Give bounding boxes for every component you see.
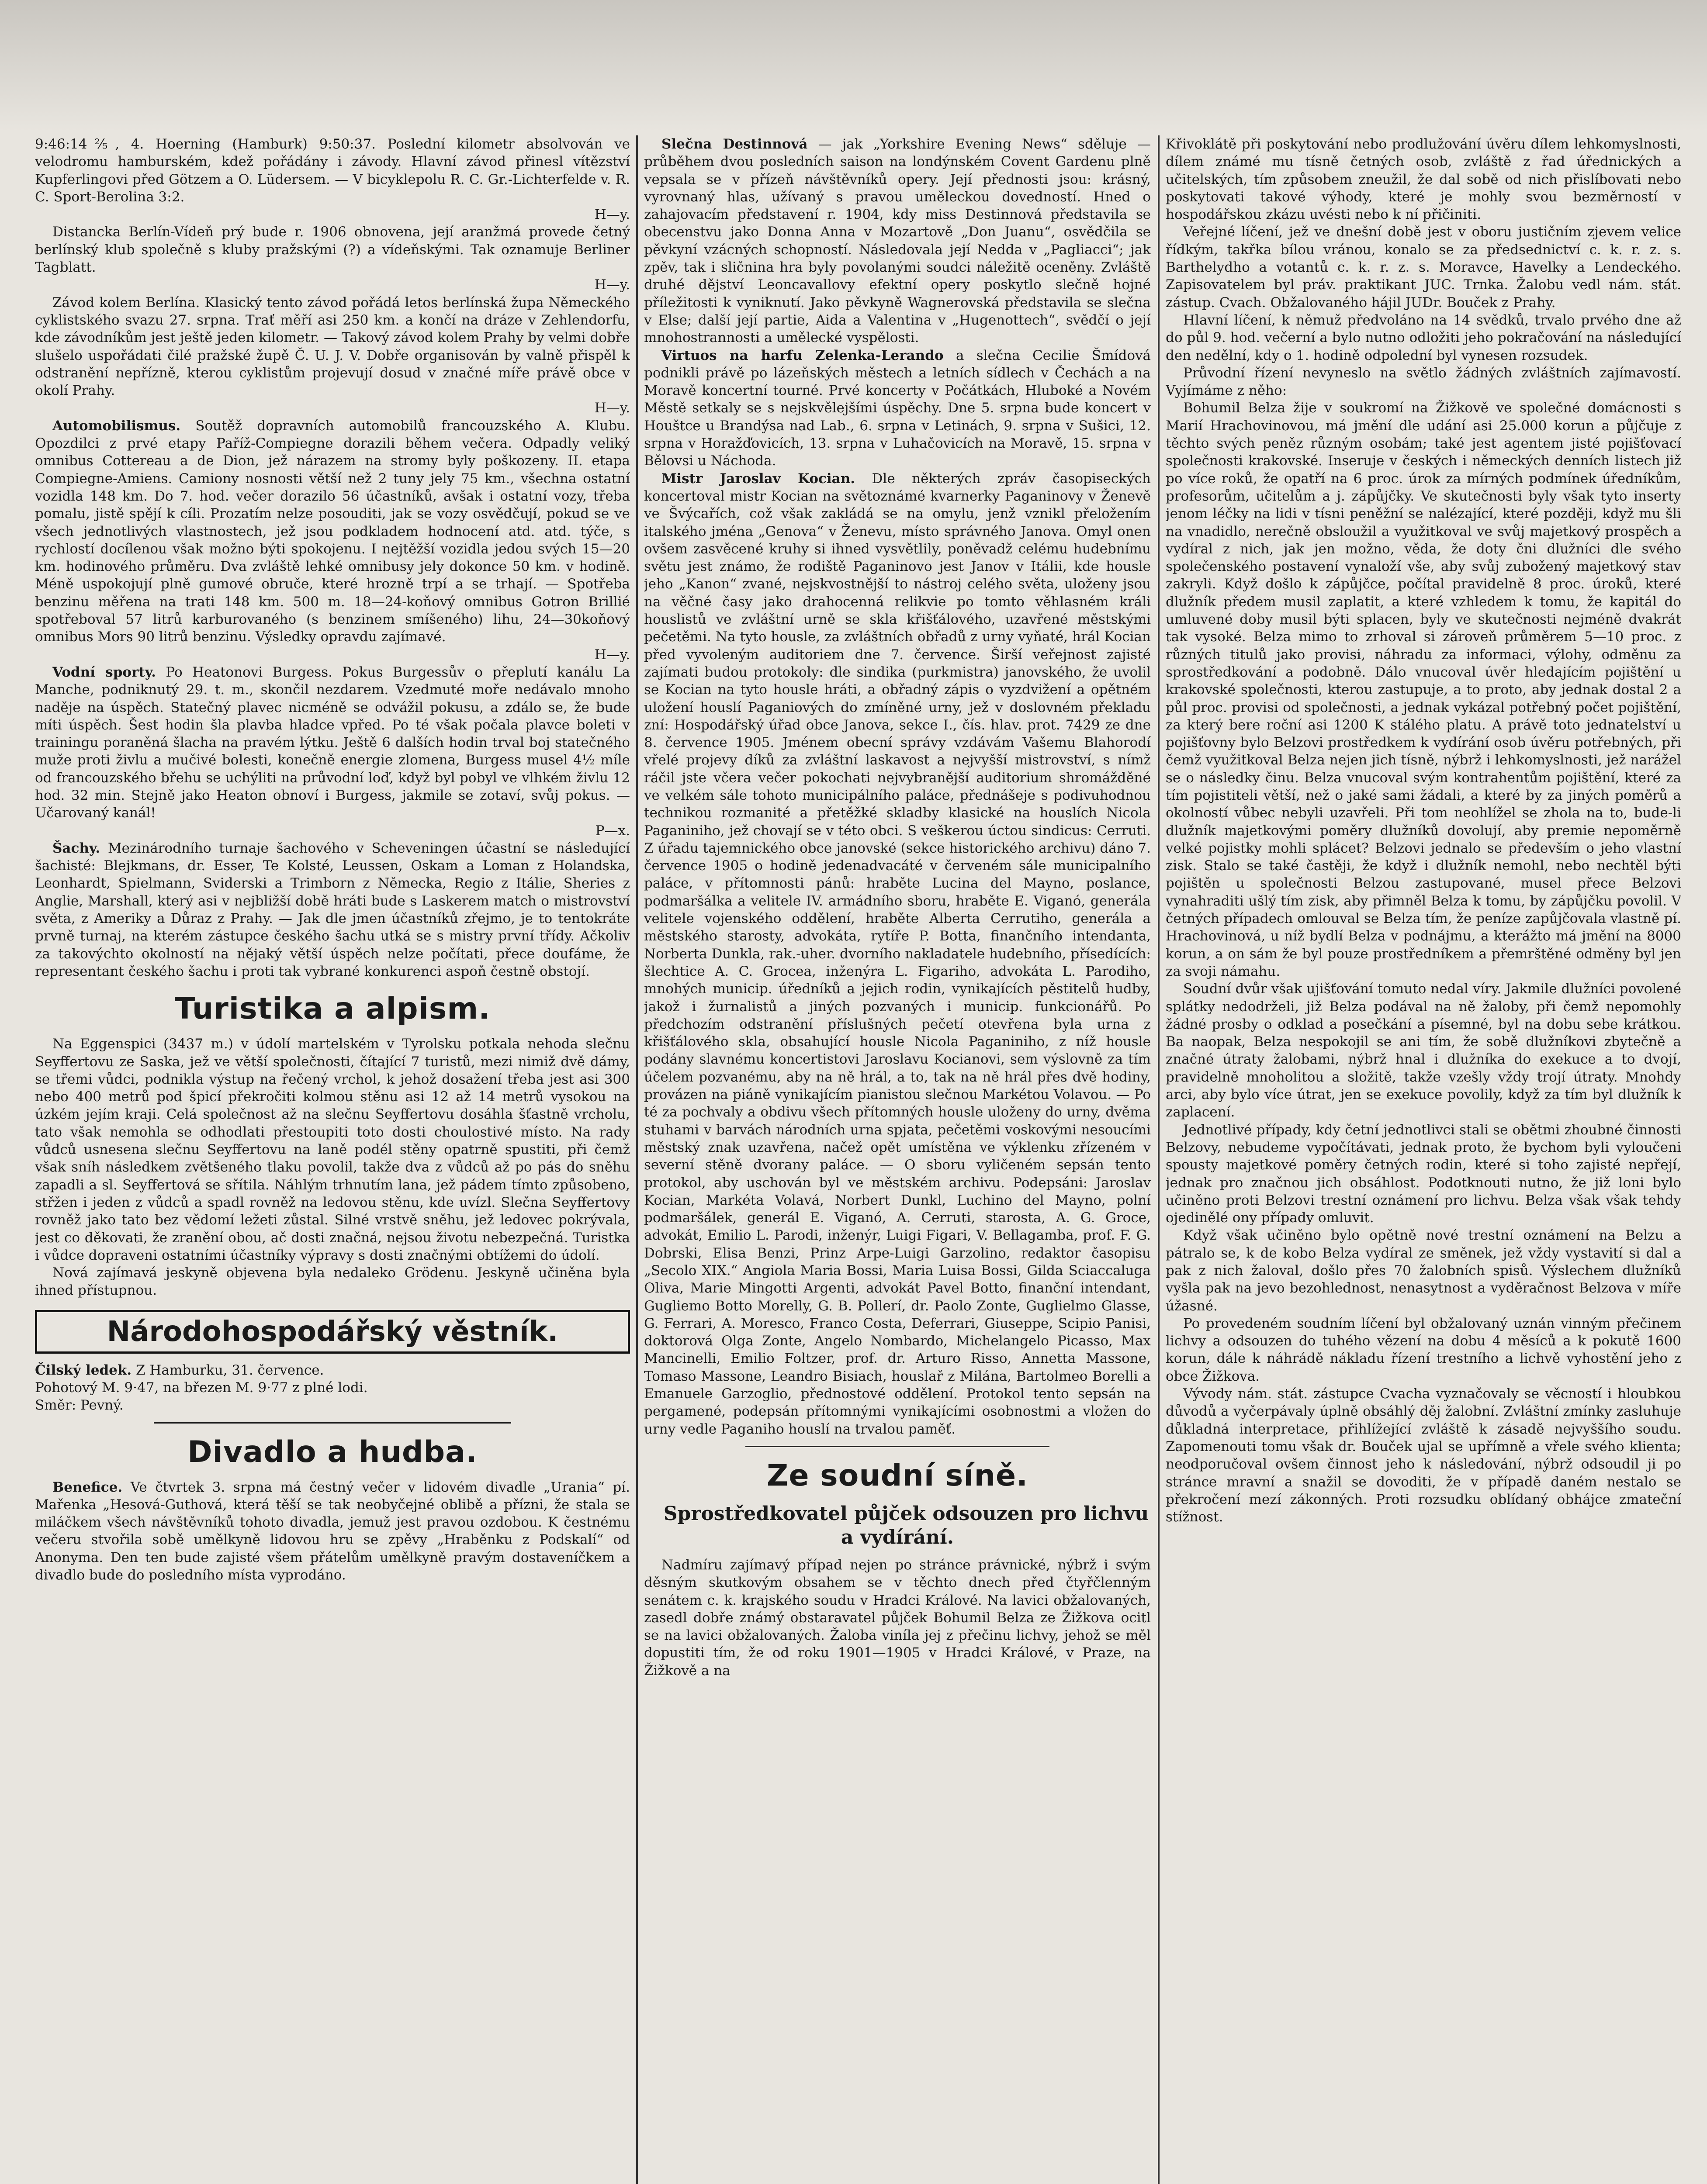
article-body: Mezinárodního turnaje šachového v Scheveningen účastní se následující šachisté: Blejkmans, dr. Esser, Te Kolsté, Leussen, Oskam a Loman z Holandska, Leonhardt, Spielmann, Sviderski a Trimborn z Německa, Regio z Itálie, Sheries z Anglie, Marshall, který asi v nejbližší době hráti bude s Laskerem match o mistrovství světa, z Ameriky a Důraz z Prahy. — Jak dle jmen účastníků zřejmo, je to tentokráte prvně turnaj, na kterém zástupce českého šachu utká se s mistry první třídy. Ačkoliv za takovýchto okolností na nějaký větší úspěch nelze počítati, přece doufáme, že representant českého šachu i proti tak vybrané konkurenci aspoň čestně obstojí. (35, 840, 630, 979)
column-2 (644, 135, 1151, 2184)
vodni-sporty-article (35, 663, 630, 822)
court-text: Bohumil Belza žije v soukromí na Žižkově ve společné domácnosti s Marií Hrachovinovou, má jmění dle udání asi 25.000 korun a půjčuje z těchto svých peněz různým osobám; také jest agentem jisté pojišťovací společnosti krakovské. Inseruje v českých i německých denních listech již po více roků, že opatří na 6 proc. úrok za mírných podmínek úředníkům, profesorům, učitelům a j. zápůjčky. Ve skutečnosti byly však tyto inserty jenom léčky na lidi v tísni peněžní se nalézající, které později, když mu šli na vnadidlo, nerečně obsloužil a využitkoval ve svůj majetkový prospěch a vydíral z nich, jak jen možno, věda, že doty čni dlužníci dle svého společenského postavení vynaloží vše, aby svůj zubožený majetkový stav zakryli. Když došlo k zápůjčce, počítal pravidelně 8 proc. úroků, které dlužník předem musil zaplatit, a které vzhledem k tomu, že kapitál do umluvené doby musil býti splacen, byly ve skutečnosti nejméně dvakrát tak vysoké. Belza mimo to zrhoval si zároveň průměrem 5—10 proc. z různých titulů jako provisi, náhradu za informaci, výlohy, odměnu za sprostředkování a podobně. Dálo vnucoval úvěr hledajícím pojištění u krakovské společnosti, kterou zastupuje, a to proto, aby jednak dostal 2 a půl proc. provisi od společnosti, a jednak vykázal potřebný počet pojištění, za který bere roční asi 1200 K stálého platu. A právě toto jednatelství u pojišťovny bylo Belzovi prostředkem k vydírání osob úvěru potřebných, při čemž využitkoval Belza nejen jich tísně, nýbrž i lehkomyslnosti, jež narážel se o následky činu. Belza vnucoval svým kontrahentům pojištění, které za tím pojistiteli větší, než o jaké sami žádali, a které by za jiných poměrů a okolností vůbec nebyli uzavřeli. Při tom neohlížel se zhola na to, bude-li dlužník majetkovými poměry dlužníků dovolují, aby premie nepoměrně velké pojistky mohli splácet? Belzovi jednalo se především o jeho vlastní zisk. Stalo se také častěji, že když i dlužník nemohl, nebo nechtěl býti pojištěn u společnosti Belzou zastupované, musel přece Belzovi vynahraditi ušlý tím zisk, aby přimněl Belza k tomu, by zápůjčku povolil. V četných případech omlouval se Belza tím, že peníze zapůjčovala vlastně pí. Hrachovinová, u níž bydlí Belza v podnájmu, a kterážto má jmění na 8000 korun, a on sám že byl pouze prostředníkem a přemrštěné odměny byl jen za svoji námahu. (1166, 400, 1681, 979)
page-top-edge (0, 0, 1707, 131)
article-lead: Virtuos na harfu Zelenka-Lerando (661, 347, 944, 363)
article-body: Soutěž dopravních automobilů francouzského A. Klubu. Opozdilci z prvé etapy Paříž-Compiegne dorazili během večera. Odpadly veliký omnibus Cottereau a de Dion, jež nárazem na stromy byly poškozeny. II. etapa Compiegne-Amiens. Camiony nosnosti větší než 2 tuny jely 75 km., všechna ostatní vozidla 148 km. Do 7. hod. večer dorazilo 56 účastníků, avšak i ostatní vozy, třeba pomalu, jistě spějí k cíli. Prozatím nelze posouditi, jak se vozy osvědčují, pokud se ve všech jednotlivých vlastnostech, jež jsou podkladem hodnocení atd. atd. týče, s rychlostí docílenou však možno býti spokojenu. I nejtěžší vozidla jedou svých 15—20 km. hodinového průměru. Dva zvláště lehké omnibusy jely dokonce 50 km. v hodině. Méně uspokojují plně gumové obruče, které hrozně trpí a se trhají. — Spotřeba benzinu měřena na trati 148 km. 500 m. 18—24-koňový omnibus Gotron Brillié spotřeboval 57 litrů karburovaného (s benzinem smíšeného) lihu, 24—30koňový omnibus Mors 90 litrů benzinu. Výsledky opravdu zajímavé. (35, 418, 630, 645)
signature: H—y. (594, 207, 630, 223)
divider (154, 1422, 511, 1424)
article-body: Dle některých zpráv časopiseckých koncertoval mistr Kocian na světoznámé kvarnerky Paganinovy v Ženevě ve Švýcařích, což však zakládá se na omylu, jenž vznikl přeložením italského jména „Genova“ v Ženevu, místo správného Janova. Omyl onen ovšem zasvěcené kruhy si ihned vysvětlily, poněvadž celému hudebnímu světu jest známo, že rodiště Paganinovo jest Janov v Itálii, kde housle jeho „Kanon“ zvané, nejskvostnější to nástroj celého světa, uloženy jsou na věčné časy jako drahocenná relikvie po tomto věhlasném králi houslistů ve zvláštní urně se skla křišťálového, uzavřené městskými pečetěmi. Na tyto housle, za zvláštních obřadů z urny vyňaté, hrál Kocian před vyvoleným auditoriem dne 7. července. Širší veřejnost zajisté zajímati budou protokoly: dle sindika (purkmistra) janovského, že uvolil se Kocian na tyto housle hráti, a obřadný zápis o vyzdvižení a opětném uložení houslí Paganiových do zmíněné urny, jež v doslovném překladu zní: Hospodářský úřad obce Janova, sekce I., čís. hlav. prot. 7429 ze dne 8. července 1905. Jménem obecní správy vzdávám Vašemu Blahorodí vřelé projevy díků za zvláštní laskavost a nejvyšší mistrovství, s nímž ráčil jste včera večer pokochati nejvybranější auditorium shromážděné ve velkém sále tohoto municipálního paláce, přednášeje s podivuhodnou technikou rozmanité a přetěžké skladby klasické na houslích Nicola Paganiniho, jež chovají se v této obci. S veškerou úctou sindicus: Cerruti. Z úřadu tajemnického obce janovské (sekce historického archivu) dáno 7. července 1905 o hodině jedenadvacáté v červeném sále municipalního paláce, v přítomnosti pánů: hraběte Lucina del Mayno, poslance, podmaršálka a velitele IV. armádního sboru, hraběte E. Viganó, generála velitele vojenského oddělení, hraběte Alberta Cerrutiho, generála a městského starosty, advokáta, rytíře P. Botta, finančního intendanta, Norberta Dunkla, rak.-uher. dvorního nakladatele hudebního, přísedících: šlechtice A. C. Grocea, inženýra L. Figariho, advokáta L. Parodiho, mnohých municip. úředníků a jejich rodin, vynikajících pěstitelů hudby, jakož i žurnalistů a jiných pozvaných i municip. funkcionářů. Po předchozím odstranění příslušných pečetí otevřena byla urna z křišťálového skla, obsahující housle Nicola Paganiniho, z níž housle podány slavnému koncertistovi Jaroslavu Kocianovi, sem výslovně za tím účelem pozvanému, aby na ně hrál, a to, tak na ně hrál přes dvě hodiny, provázen na piáně vynikajícím pianistou slečnou Markétou Volavou. — Po té za pochvaly a obdivu všech přítomných housle uloženy do urny, dvěma stuhami v barvách národních urna spjata, pečetěmi voskovými nesoucími městský znak uzavřena, načež opět umístěna ve výklenku zřízeném v severní stěně dvorany paláce. — O sboru vyličeném sepsán tento protokol, aby uschován byl ve městském archivu. Podepsáni: Jaroslav Kocian, Markéta Volavá, Norbert Dunkl, Luchino del Mayno, polní podmaršálek, generál E. Viganó, A. Cerruti, starosta, A. G. Groce, advokát, Emilio L. Parodi, inženýr, Luigi Figari, V. Bellagamba, prof. F. G. Dobrski, Elisa Benzi, Prinz Arpe-Luigi Garzolino, redaktor časopisu „Secolo XIX.“ Angiola Maria Bossi, Maria Luisa Bossi, Gilda Sciaccaluga Oliva, Marie Mingotti Argenti, advokát Pavel Botto, finanční intendant, Gugliemo Botto Morelly, G. B. Pollerí, dr. Paolo Zonte, Guglielmo Glasse, G. Ferrari, A. Moresco, Franco Costa, Deferrari, Giuseppe, Scipio Panisi, doktorová Olga Zonte, Angelo Nombardo, Michelangelo Picasso, Max Mancinelli, Emilio Foltzer, prof. dr. Arturo Risso, Annetta Massone, Tomaso Massone, Leandro Bisiach, houslař z Milána, Bartolmeo Borelli a Emanuele Garzoglio, přednostové oddělení. Protokol tento sepsán na pergamené, podepsán přítomnými vynikajícími osobnostmi a vložen do urny vedle Paganiho houslí na trvalou paměť. (644, 470, 1151, 1437)
kocian-article (644, 470, 1151, 1438)
article-body: Po Heatonovi Burgess. Pokus Burgessův o přeplutí kanálu La Manche, podniknutý 29. t. m., skončil nezdarem. Vzedmuté moře nedávalo mnoho naděje na úspěch. Statečný plavec nicméně se odvážil pokusu, a zdálo se, že bude míti úspěch. Šest hodin šla plavba hladce vpřed. Po té však počala plavce boleti v trainingu poraněná šlacha na pravém lýtku. Ještě 6 dalších hodin trval boj statečného muže proti živlu a mučivé bolesti, konečně energie zlomena, Burgess musel 4½ míle od francouzského břehu se uchýliti na průvodní loď, když byl pobyl ve vlhkém živlu 12 hod. 32 min. Stejně jako Heaton obnoví i Burgess, jakmile se zotaví, svůj pokus. — Učarovaný kanál! (35, 664, 630, 821)
signature: P—x. (595, 822, 630, 839)
signature: H—y. (594, 277, 630, 293)
article-lead: Slečna Destinnová (661, 136, 808, 152)
signature: H—y. (594, 400, 630, 416)
price-label: na březen M. (163, 1380, 254, 1396)
column-rule-1 (636, 135, 638, 2184)
article-lead: Šachy. (52, 840, 100, 856)
zavod-text: Závod kolem Berlína. Klasický tento závod pořádá letos berlínská župa Německého cyklistského svazu 27. srpna. Trať měří asi 250 km. a končí na dráze v Zehlendorfu, kde závodníkům jest ještě jeden kilometr. — Takový závod kolem Prahy by velmi dobře slušelo uspořádati čilé pražské župě Č. U. J. V. Dobře organisován by valně přispěl k odstranění nepřízně, kterou cyklistům projevují dosud v značné míře právě obce v okolí Prahy. (35, 294, 630, 399)
section-title-turistika: Turistika a alpism. (174, 992, 491, 1026)
court-text: Průvodní řízení nevyneslo na světlo žádných zvláštních zajímavostí. Vyjímáme z něho: (1166, 365, 1681, 399)
court-text: Vývody nám. stát. zástupce Cvacha vyznačovaly se věcností i hloubkou důvodů a vyčerpávaly úplně obsáhlý děj žalobní. Zvláštní zmínky zasluhuje důkladná interpretace, přihlížející zvláště k zásadě nejvyššího soudu. Zapomenouti tomu však dr. Bouček ujal se upřímně a vřele svého klienta; neodporučoval ovšem činnost jeho k následování, nýbrž odsoudil ji po stránce mravní a snažil se dovoditi, že v případě daném nestalo se překročení mezí zákonných. Proti rozsudku oblídaný obhájce zmateční stížnost. (1166, 1386, 1681, 1525)
article-lead: Mistr Jaroslav Kocian. (661, 470, 855, 487)
article-lead: Automobilismus. (52, 418, 181, 434)
price-line (35, 1379, 630, 1396)
soud-text: Nadmíru zajímavý případ nejen po stránce právnické, nýbrž i svým děsným skutkovým obsahem se v těchto dnech před čtyřčlenným senátem c. k. krajského soudu v Hradci Králové. Na lavici obžalovaných, zasedl dobře známý obstaravatel půjček Bohumil Belza ze Žižkova ocitl se na lavici obžalovaných. Žaloba viníla jej z přečinu lichvy, jehož se měl dopustiti tím, že od roku 1901—1905 v Hradci Králové, v Praze, na Žižkově a na (644, 1557, 1151, 1679)
benefice-article (35, 1479, 630, 1584)
turistika-text-2: Nová zajímavá jeskyně objevena byla nedaleko Grödenu. Jeskyně učiněna byla ihned přístupnou. (35, 1265, 630, 1299)
sports-text: 9:46:14⅖, 4. Hoerning (Hamburk) 9:50:37. Poslední kilometr absolvován ve velodromu hamburském, kdež pořádány i závody. Hlavní závod přinesl vítězství Kupferlingovi před Götzem a O. Lüdersem. — V bicyklepolu R. C. Gr.-Lichterfelde v. R. C. Sport-Berolina 3:2. (35, 136, 630, 205)
automobilismus-article (35, 417, 630, 646)
price-label: Pohotový M. (35, 1380, 120, 1396)
column-1 (35, 135, 630, 2184)
court-text: Když však učiněno bylo opětně nové trestní oznámení na Belzu a pátralo se, k de kobo Belza vydíral ze směnek, jež vždy vystavití si dal a pak z nich žaloval, došlo přes 70 žalobních spisů. Výslechem dlužníků vyšla pak na jevo bezohlednost, nenasytnost a vyděračnost Belzova v míře úžasné. (1166, 1227, 1681, 1314)
article-body: a slečna Cecilie Šmídová podnikli právě po lázeňských městech a letních sídlech v Čechách a na Moravě koncertní tourné. Prvé koncerty v Počátkách, Hluboké a Novém Městě setkaly se s nejskvělejšími úspěchy. Dne 5. srpna bude koncert v Houštce u Brandýsa nad Lab., 6. srpna v Letinách, 9. srpna v Sušici, 12. srpna v Horažďovicích, 13. srpna v Luhačovicích na Moravě, 15. srpna v Bělovsi u Náchoda. (644, 347, 1151, 469)
price-note: z plné lodi. (292, 1380, 368, 1396)
article-lead: Čilský ledek. (35, 1362, 132, 1378)
report-place: Z Hamburku, 31. července. (136, 1362, 324, 1378)
divider (745, 1446, 1049, 1447)
sachy-article (35, 840, 630, 980)
distancka-text: Distancka Berlín-Vídeň prý bude r. 1906 obnovena, její aranžmá provede četný berlínský klub společně s kluby pražskými (?) a vídeňskými. Tak oznamuje Berliner Tagblatt. (35, 224, 630, 276)
section-title-narodohospodarsky: Národohospodářský věstník. (35, 1310, 630, 1354)
article-subtitle: Sprostředkovatel půjček odsouzen pro lichvu a vydírání. (663, 1502, 1149, 1548)
section-title-divadlo: Divadlo a hudba. (187, 1434, 478, 1469)
column-3 (1166, 135, 1681, 2184)
destinnova-article (644, 135, 1151, 347)
court-text: Hlavní líčení, k němuž předvoláno na 14 svědků, trvalo prvého dne až do půl 9. hod. večerní a bylo nutno odložiti jeho pokračování na následující den nedělní, kdy o 1. hodině odpolední byl vynesen rozsudek. (1166, 312, 1681, 363)
court-text: Soudní dvůr však ujišťování tomuto nedal víry. Jakmile dlužníci povolené splátky nedodrželi, již Belza podával na ně žaloby, při čemž nepomohly žádné prosby o odklad a posečkání a písemné, byl na dobu sebe krátkou. Ba naopak, Belza nespokojil se ani tím, že sobě dlužníkovi zbytečně a značné útraty žalobami, nýbrž hnal i dlužníka do exekuce a to dvojí, pravidelně mnoholitou a složitě, takže vzešly vždy trojí útraty. Mnohdy arci, aby bylo více útrat, jen se exekuce povolily, když za tím byl dlužník k zaplacení. (1166, 981, 1681, 1120)
section-title-soud: Ze soudní síně. (767, 1458, 1028, 1493)
column-rule-2 (1158, 135, 1160, 2184)
virtuos-article (644, 347, 1151, 470)
court-text: Křivoklátě při poskytování nebo prodlužování úvěru dílem lehkomyslnosti, dílem známé mu tísně četných osob, zvláště z řad úřednických a učitelských, tím způsobem zneužil, že dal sobě od nich přislíbovati nebo poskytovati takové výhody, které je mohly svou bezměrností v hospodářskou zkázu uvésti nebo k ní přičiniti. (1166, 136, 1681, 223)
price-value: 9·77 (258, 1380, 288, 1396)
article-lead: Benefice. (52, 1479, 123, 1495)
article-body: — jak „Yorkshire Evening News“ sděluje — průběhem dvou posledních saison na londýnském Covent Gardenu plně vepsala se v přízeň návštěvníků opery. Její přednosti jsou: krásný, vyrovnaný hlas, užívaný s pravou uměleckou dovedností. Hned o zahajovacím představení r. 1904, kdy miss Destinnová představila se obecenstvu jako Donna Anna v Mozartově „Don Juanu“, osvědčila se pěvkyní vzácných schopností. Následovala její Nedda v „Pagliacci“; jak zpěv, tak i sličnina hra byly povolanými soudci náležitě oceněny. Zvláště druhé dějství Leoncavallovy efektní opery poskytlo slečně hojné příležitosti k vyniknutí. Jako pěvkyně Wagnerovská představila se slečna v Else; další její partie, Aida a Valentina v „Hugenottech“, svědčí o její mnohostrannosti a umělecké vyspělosti. (644, 136, 1151, 346)
court-text: Veřejné líčení, jež ve dnešní době jest v oboru justičním zjevem velice řídkým, takřka bílou vránou, konalo se za předsednictví c. k. r. z. s. Barthelydho a votantů c. k. r. z. s. Moravce, Havelky a Lendeckého. Zapisovatelem byl práv. praktikant JUC. Trnka. Žalobu vedl nám. stát. zástup. Cvach. Obžalovaného hájil JUDr. Bouček z Prahy. (1166, 224, 1681, 311)
market-trend: Směr: Pevný. (35, 1397, 124, 1413)
signature: H—y. (594, 646, 630, 663)
court-text: Po provedeném soudním líčení byl obžalovaný uznán vinným přečinem lichvy a odsouzen do tuhého vězení na dobu 4 měsíců a k pokutě 1600 korun, dále k náhrádě nákladu řízení trestního a lichvě vyhostění jeho z obce Žižkova. (1166, 1315, 1681, 1384)
price-value: 9·47, (124, 1380, 159, 1396)
turistika-text: Na Eggenspici (3437 m.) v údolí martelském v Tyrolsku potkala nehoda slečnu Seyffertovu ze Saska, jež ve větší společnosti, čítající 7 turistů, mezi nimiž dvě dámy, se třemi vůdci, podnikla výstup na řečený vrchol, k jehož dosažení třeba jest asi 300 nebo 400 metrů pod špicí překročiti kolmou stěnu asi 12 až 14 metrů vysokou na úzkém jejím kraji. Celá společnost až na slečnu Seyffertovu dosáhla šťastně vrcholu, tato však nemohla se odhodlati přestoupiti toto dosti choulostivé místo. Na rady vůdců usnesena slečnu Seyffertovu na laně podél stěny opatrně spustiti, při čemž však sníh následkem zvětšeného tlaku povolil, takže dva z vůdců až po pás do sněhu zapadli a sl. Seyffertová se sřítila. Náhlým trhnutím lana, jež pádem tímto způsobeno, střžen i jeden z vůdců a spadl rovněž na ledovou stěnu, kde uvízl. Slečna Seyffertovy rovněž jako tato bez vědomí ležeti zůstal. Silné vrstvě sněhu, jež ledovec pokrývala, jest co děkovati, že zranění obou, ač dosti značná, nejsou životu nebezpečná. Turistka i vůdce dopraveni ostatními účastníky výpravy s dosti značnými obtížemi do údolí. (35, 1036, 630, 1263)
court-text: Jednotlivé případy, kdy četní jednotlivci stali se obětmi zhoubné činnosti Belzovy, nebudeme vypočítávati, jednak proto, že bychom byli vyloučeni spousty majetkové poměry četných rodin, které si toho zajisté nepřejí, jednak pro značnou jich obsáhlost. Podotknouti nutno, že již loni bylo učiněno proti Belzovi trestní oznámení pro lichvu. Belza však však tehdy ojedinělé ony případy omluvit. (1166, 1122, 1681, 1226)
article-lead: Vodní sporty. (52, 664, 156, 680)
ledek-report (35, 1362, 630, 1379)
article-body: Ve čtvrtek 3. srpna má čestný večer v lidovém divadle „Urania“ pí. Mařenka „Hesová-Guthová, která těší se tak neobyčejné oblibě a přízni, že stala se miláčkem všech návštěvníků tohoto divadla, jemuž jest pravou ozdobou. K čestnému večeru stvořila sobě umělkyně lidovou hru se zpěvy „Hraběnku z Podskalí“ od Anonyma. Den ten bude zajisté všem přátelům umělkyně pravým dostaveníčkem a divadlo bude do posledního místa vyprodáno. (35, 1479, 630, 1583)
